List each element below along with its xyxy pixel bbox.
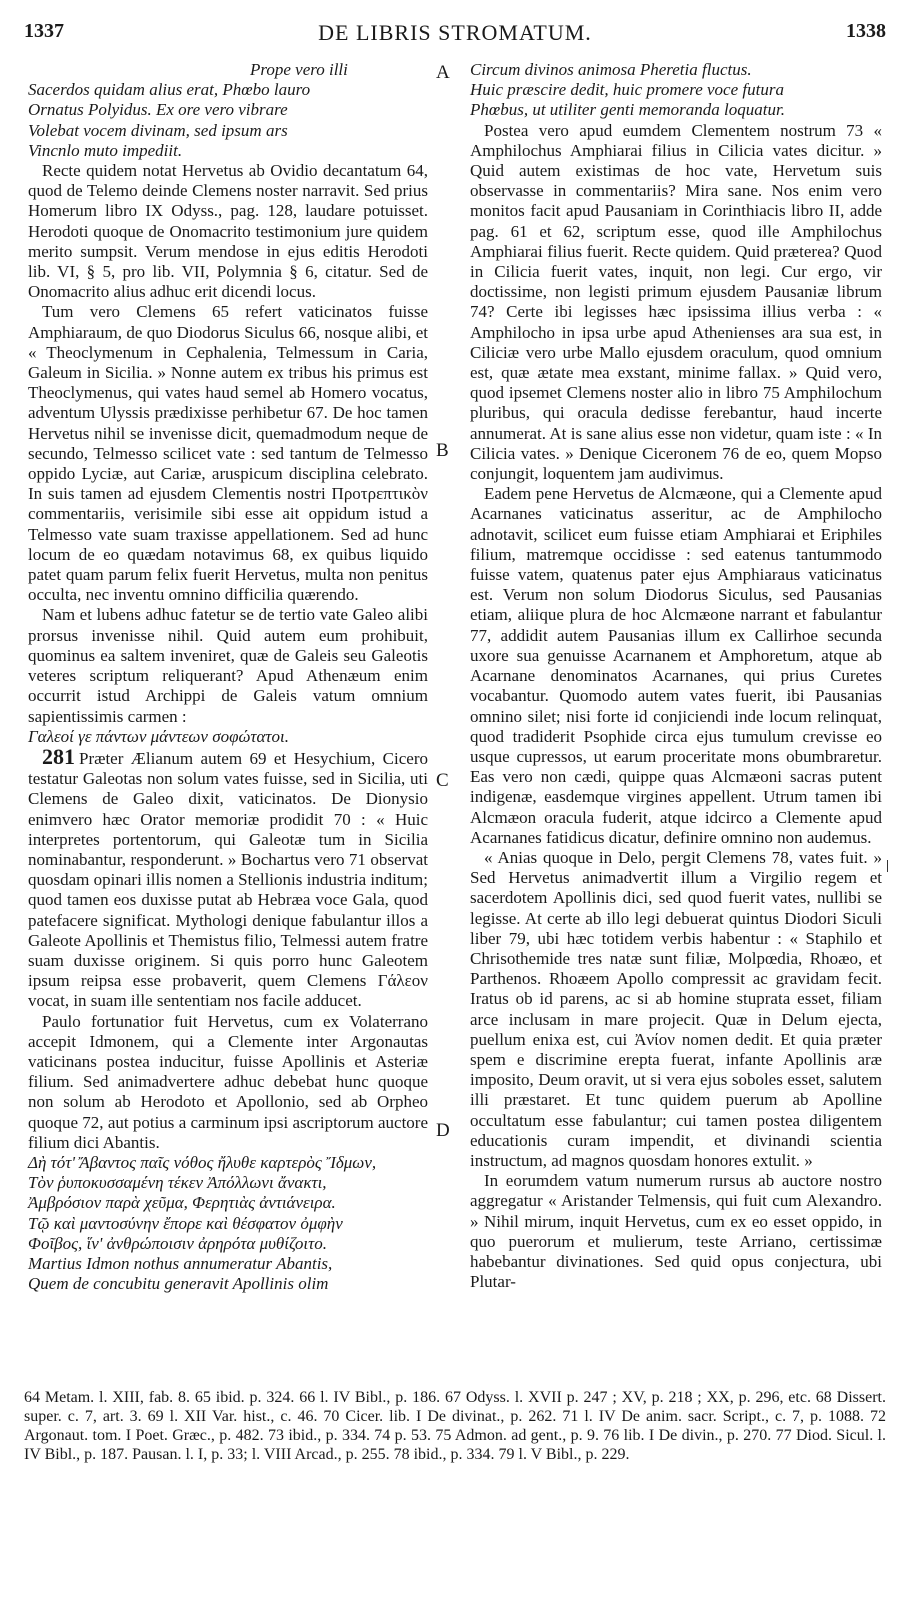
paragraph: Paulo fortunatior fuit Hervetus, cum ex Volaterrano accepit Idmonem, qui a Clemente inter Argonautas vaticinans postea inducitur, fuisse Apollinis et Asteriæ filium. Sed animadvertere adhuc debebat hunc quoque non solum ab Herodoto et Apollonio, sed ab Orpheo quoque 72, aut potius a carminum ipsi ascriptorum auctore filium dici Abantis. bbox=[28, 1011, 428, 1152]
greek-line: Τὸν ῥυποκυσσαμένη τέκεν Ἀπόλλωνι ἄνακτι, bbox=[28, 1173, 327, 1193]
section-number: 281 bbox=[42, 743, 75, 769]
paragraph: Postea vero apud eumdem Clementem nostrum 73 « Amphilochus Amphiarai filius in Cilicia vates dicitur. » Quid autem existimas de hoc vate, Hervetum suis observasse in commentariis? Mira sane. Nos enim vero monitos facit apud Pausaniam in Corinthiacis libro II, adde pag. 61 et 62, scriptum esse, quod ille Amphilochus Amphiarai filius fuerit. Recte quidem. Quid præterea? Quod in Cilicia fuerit vates, inquit, non legi. Cur ergo, vir doctissime, non legisti primum ejusdem Pausaniæ librum 74? Certe ibi legisses hæc ipsissima illius verba : « Amphilocho in ipsa urbe apud Athenienses ara sua est, in Ciliciæ vero urbe Mallo ejusdem oraculum, quod omnium est, quæ ætate mea exstant, minime fallax. » Quid vero, quod ipsemet Clemens noster alio in libro 75 Amphilochum pluribus, qui oracula dedisse ferebantur, haud incerte annumerat. At is sane alius esse non videtur, quam iste : « In Cilicia vates. » Denique Ciceronem 76 de eo, quem Mopso conjungit, loquentem jam audivimus. bbox=[470, 120, 882, 484]
verse-line: Ornatus Polyidus. Ex ore vero vibrare bbox=[28, 100, 288, 120]
greek-line: Φοῖβος, ἵν' ἀνθρώποισιν ἀρηρότα μυθίζοιτο. bbox=[28, 1233, 327, 1253]
verse-line: Circum divinos animosa Pheretia fluctus. bbox=[470, 60, 752, 79]
right-column bbox=[470, 60, 882, 1292]
running-title: DE LIBRIS STROMATUM. bbox=[318, 20, 592, 45]
verse-intro bbox=[28, 60, 428, 161]
paragraph: Tum vero Clemens 65 refert vaticinatos fuisse Amphiaraum, de quo Diodorus Siculus 66, nosque alibi, et « Theoclymenum in Cephalenia, Telmessum in Caria, Galeum in Sicilia. » Nonne autem ex tribus his primus est Theoclymenus, qui vates haud semel ab Homero vocatus, adventum Ulyssis prædixisse perhibetur 67. De hoc tamen Hervetus nihil se invenisse dicit, quemadmodum neque de secundo, Telmesso scilicet vate : sed tantum de Telmesso oppido Lyciæ, aut Cariæ, aruspicum disciplina celebrato. In suis tamen ad ejusdem Clementis nostri Προτρεπτικὸν commentariis, verisimile sibi esse ait oppidum istud a Telmesso vate suam traxisse appellationem. Sed ad hunc locum de eo quædam notavimus 68, ex quibus liquido patet quam parum felix fuerit Hervetus, multa non penitus occulta, nec inventu omnino difficilia quærendo. bbox=[28, 302, 428, 605]
margin-marker-a: A bbox=[436, 62, 450, 83]
margin-marker-d: D bbox=[436, 1120, 450, 1141]
paragraph: « Anias quoque in Delo, pergit Clemens 78, vates fuit. » Sed Hervetus animadvertit illum a Virgilio regem et sacerdotem Apollinis dici, sed quod fuerit vates, nullibi se legisse. At certe ab illo legi debuerat quintus Diodori Siculi liber 79, ubi hæc totidem verbis habentur : « Staphilo et Chrisothemide tres natæ sunt filiæ, Molpœdia, Rhoæo, et Parthenos. Rhoæem Apollo compressit ac gravidam fecit. Iratus ob id parens, ac si ab homine stuprata esset, filiam arce inclusam in mare projecit. Quæ in Delum ejecta, puellum enixa est, cui Ἀνίον nomen dedit. Et quia præter spem e discrimine erepta fuerat, infante Apollinis aræ imposito, Deum oravit, ut si vera ejus soboles esset, salutem illi præstaret. Et tunc quidem puerum ab Apolline occultatum esse fabulantur; cui tamen postea diligentem educationis curam impendit, et divinandi scientia instructum, ad magnos quosdam honores extulit. » bbox=[470, 847, 882, 1170]
left-page-number: 1337 bbox=[24, 20, 64, 42]
paragraph-text: Præter Ælianum autem 69 et Hesychium, Cicero testatur Galeotas non solum vates fuisse, sed in Sicilia, uti Clemens de Galeo dixit, vaticinatos. De Dionysio enimvero hæc Orator memoriæ prodidit 70 : « Huic interpretes portentorum, qui Galeotæ tum in Sicilia nominabantur, responderunt. » Bochartus vero 71 observat quosdam opinari illis nomen a Stellionis industria inditum; quod tamen eos duxisse putat ab Hebræa voce Gala, quod patefacere significat. Mythologi denique fabulantur illos a Galeote Apollinis et Themistus filio, Telmessi autem fratre suam duxisse originem. Si quis porro hunc Galeotem ipsum reipsa esse probaverit, quem Clemens Γάλεον vocat, in suam ille sententiam nos facile adducet. bbox=[28, 748, 428, 1011]
margin-tick bbox=[887, 860, 888, 872]
verse-line: Martius Idmon nothus annumeratur Abantis, bbox=[28, 1253, 333, 1273]
verse-line: Vincnlo muto impediit. bbox=[28, 140, 183, 160]
verse-line: Huic præscire dedit, huic promere voce futura bbox=[470, 80, 784, 100]
verse-line: Volebat vocem divinam, sed ipsum ars bbox=[28, 120, 288, 140]
greek-line: Ἀμβρόσιον παρὰ χεῦμα, Φερητιὰς ἀντιάνειρα. bbox=[28, 1193, 336, 1213]
margin-marker-c: C bbox=[436, 770, 449, 791]
verse-line: Phœbus, ut utiliter genti memoranda loquatur. bbox=[470, 100, 785, 120]
greek-line: Δὴ τότ' Ἄβαντος παῖς νόθος ἤλυθε καρτερὸς Ἴδμων, bbox=[28, 1152, 377, 1172]
greek-line: Τῷ καὶ μαντοσύνην ἔπορε καὶ θέσφατον ὀμφὴν bbox=[28, 1213, 343, 1233]
running-header bbox=[24, 14, 886, 44]
right-page-number: 1338 bbox=[846, 20, 886, 42]
verse-line: Quem de concubitu generavit Apollinis olim bbox=[28, 1274, 329, 1294]
paragraph: Recte quidem notat Hervetus ab Ovidio decantatum 64, quod de Telemo deinde Clemens noster narravit. Sed prius Homerum libro IX Odyss., pag. 128, laudare potuisset. Herodoti quoque de Onomacrito testimonium jure quidem merito sumpsit. Verum mendose in ejus editis Herodoti lib. VI, § 5, pro lib. VII, Polymnia § 6, citatur. Sed de Onomacrito alius adhuc erit dicendi locus. bbox=[28, 161, 428, 302]
paragraph: Eadem pene Hervetus de Alcmæone, qui a Clemente apud Acarnanes vaticinatus asseritur, ac de Amphilocho adnotavit, scilicet eum fuisse etiam Amphiarai et Eriphiles filium, matremque occidisse : sed eatenus tantummodo fuisse vatem, quatenus pater ejus Amphiaraus vaticinatus est. Verum non solum Diodorus Siculus, sed Pausanias etiam, aliique plura de hoc Alcmæone narrant et fabulantur 77, addidit autem Pausanias illum ex Callirhoe secunda uxore sua genuisse Acarnanem et Amphoretum, atque ab Acarnane denominatos Acarnanes, qui prius Curetes vocabantur. Quomodo autem vates fuerit, ibi Pausanias omnino silet; nisi forte id conjiciendi inde locum relinquat, quod tradiderit Psophide circa ejus tumulum crevisse eo usque cupressos, ut earum proceritate mons obumbraretur. Eas vero non cædi, quippe quas Alcmæoni sacras putent indigenæ, easdemque virgines appellent. Utrum tamen ibi Alcmæon oracula fuderit, atque idcirco a Clemente apud Acarnanes fatidicus dicatur, definire omnino non audemus. bbox=[470, 484, 882, 847]
section-paragraph bbox=[28, 743, 428, 1012]
latin-verse bbox=[28, 1254, 428, 1294]
verse-line: Sacerdos quidam alius erat, Phœbo lauro bbox=[28, 80, 311, 100]
left-column bbox=[28, 60, 428, 1294]
verse-line: Prope vero illi bbox=[250, 60, 348, 79]
verse-continuation bbox=[470, 60, 882, 121]
paragraph: In eorumdem vatum numerum rursus ab auctore nostro aggregatur « Aristander Telmensis, qui fuit cum Alexandro. » Nihil mirum, inquit Hervetus, cum ex eo esset oppido, in quo puerorum et mulierum, teste Arriano, certissimæ habebantur divinationes. Sed quid opus conjectura, ubi Plutar- bbox=[470, 1171, 882, 1292]
margin-marker-b: B bbox=[436, 440, 449, 461]
greek-verse-line: Γαλεοί γε πάντων μάντεων σοφώτατοι. bbox=[28, 726, 289, 746]
footnotes: 64 Metam. l. XIII, fab. 8. 65 ibid. p. 324. 66 l. IV Bibl., p. 186. 67 Odyss. l. XVII p. 247 ; XV, p. 218 ; XX, p. 296, etc. 68 Dissert. super. c. 7, art. 3. 69 l. XII Var. hist., c. 46. 70 Cicer. lib. I De divinat., p. 262. 71 l. IV De anim. sacr. Script., c. 7, p. 1088. 72 Argonaut. tom. I Poet. Græc., p. 482. 73 ibid., p. 334. 74 p. 53. 75 Admon. ad gent., p. 9. 76 lib. I De divin., p. 270. 77 Diod. Sicul. l. IV Bibl., p. 187. Pausan. l. I, p. 33; l. VIII Arcad., p. 255. 78 ibid., p. 334. 79 l. V Bibl., p. 229. bbox=[24, 1389, 886, 1463]
greek-verse bbox=[28, 1153, 428, 1254]
paragraph: Nam et lubens adhuc fatetur se de tertio vate Galeo alibi prorsus invenisse nihil. Quid autem eum prohibuit, quominus ea saltem inveniret, quæ de Galeis seu Galeotis veteres scriptum reliquerant? Apud Athenæum enim occurrit istud Archippi de Galeis vatum omnium sapientissimis carmen : bbox=[28, 605, 428, 726]
